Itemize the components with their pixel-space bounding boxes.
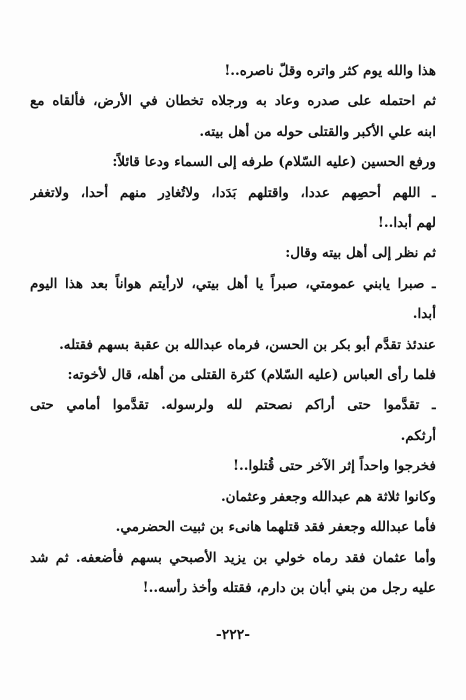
page-number: -٢٢٢- <box>215 627 251 643</box>
text-line: وكانوا ثلاثة هم عبدالله وجعفر وعثمان. <box>220 488 436 505</box>
text-line: فأما عبدالله وجعفر فقد قتلهما هانىء بن ثبيت الحضرمي. <box>115 519 436 536</box>
text-line: أرثكم. <box>400 427 436 444</box>
text-line: ورفع الحسين (عليه السّلام) طرفه إلى السماء ودعا قائلاً: <box>112 154 436 171</box>
text-line: ـ اللهم أحصِهم عددا، واقتلهم بَدَدا، ولاتُغادِر منهم أحدا، ولاتغفر <box>30 184 436 201</box>
page-body-text <box>30 56 436 603</box>
text-line: ـ صبرا يابني عمومتي، صبراً يا أهل بيتي، لارأيتم هواناً بعد هذا اليوم <box>30 275 436 292</box>
text-line: هذا والله يوم كثر واتره وقلّ ناصره..! <box>224 63 436 79</box>
text-line: ثم احتمله على صدره وعاد به ورجلاه تخطان في الأرض، فألقاه مع <box>30 93 436 110</box>
text-line: فخرجوا واحداً إثر الآخر حتى قُتلوا..! <box>233 458 436 475</box>
text-line: وأما عثمان فقد رماه خولي بن يزيد الأصبحي بسهم فأضعفه. ثم شد <box>30 549 436 566</box>
text-line: لهم أبدا..! <box>377 215 436 232</box>
text-line: ثم نظر إلى أهل بيته وقال: <box>285 245 436 262</box>
text-line: عليه رجل من بني أبان بن دارم، فقتله وأخذ رأسه..! <box>142 579 436 596</box>
text-line: ابنه علي الأكبر والقتلى حوله من أهل بيته. <box>199 123 436 140</box>
text-line: أبدا. <box>412 306 436 323</box>
text-line: عندئذ تقدَّم أبو بكر بن الحسن، فرماه عبدالله بن عقبة بسهم فقتله. <box>59 336 436 353</box>
text-line: ـ تقدَّموا حتى أراكم نصحتم لله ولرسوله. تقدَّموا أمامي حتى <box>30 397 436 414</box>
text-line: فلما رأى العباس (عليه السّلام) كثرة القتلى من أهله، قال لأخوته: <box>67 367 436 384</box>
